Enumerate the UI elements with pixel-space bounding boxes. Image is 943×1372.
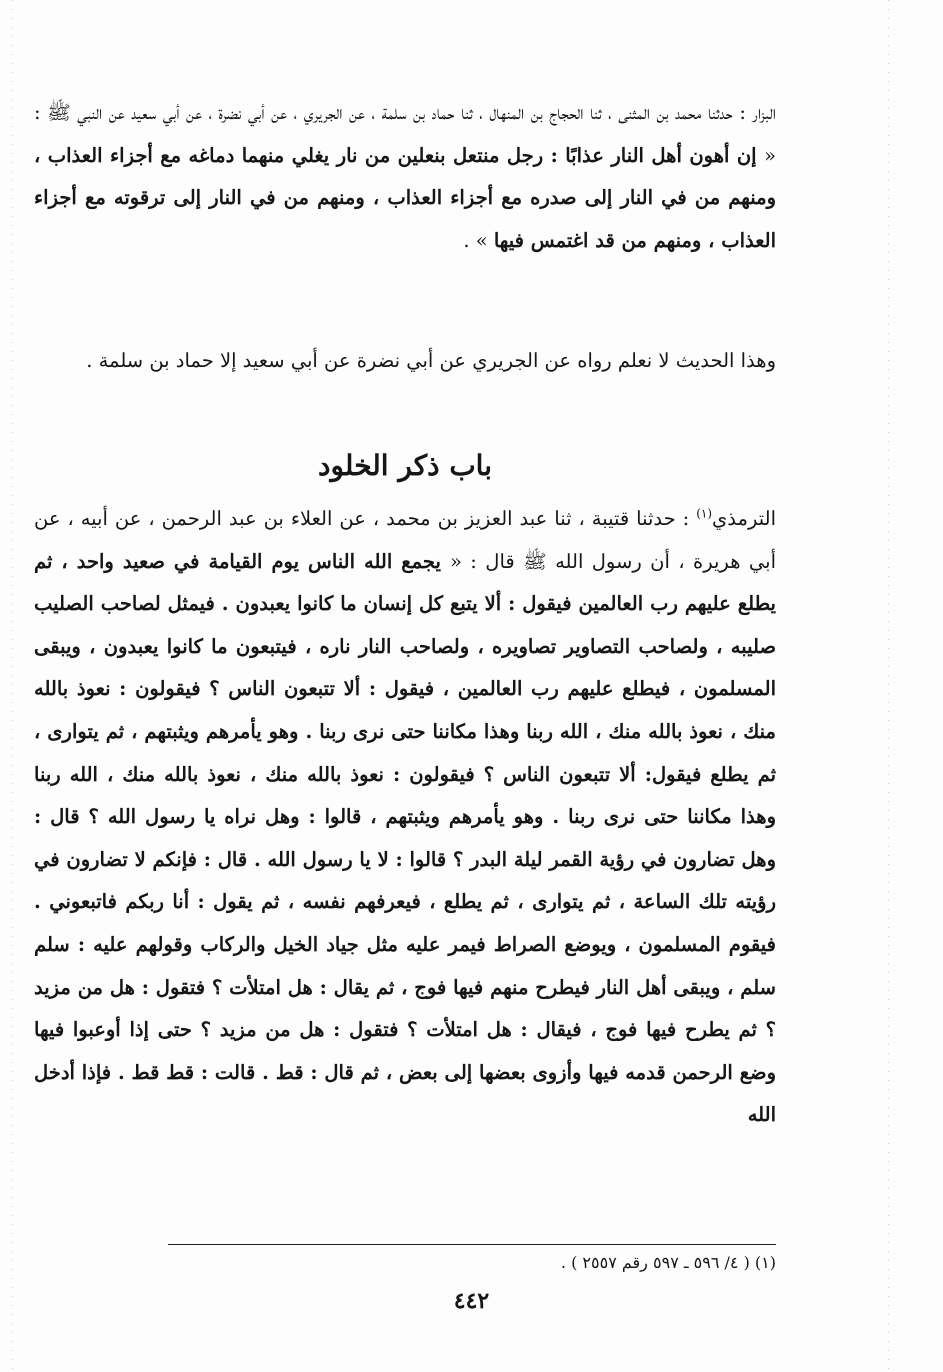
footnote: (١) ( ٤/ ٥٩٦ ـ ٥٩٧ رقم ٢٥٥٧ ) .	[560, 1253, 776, 1272]
page-body	[34, 92, 776, 1137]
page-number: ٤٤٢	[453, 1288, 490, 1314]
paragraph-bazzar-hadith	[34, 92, 776, 324]
chapter-heading: باب ذكر الخلود	[317, 449, 492, 482]
hadith-isnad: البزار : حدثنا محمد بن المثنى ، ثنا الحجاج بن المنهال ، ثنا حماد بن سلمة ، عن الجريري ، عن أبي نضرة ، عن أبي سعيد عن النبي ﷺ : «	[34, 101, 776, 167]
hadith-closing-quote: » .	[463, 228, 494, 252]
source-name: الترمذي	[712, 507, 776, 530]
hadith-isnad: : حدثنا قتيبة ، ثنا عبد العزيز بن محمد ، عن العلاء بن عبد الرحمن ، عن أبيه ، عن أبي هريرة ، أن رسول الله ﷺ قال : «	[34, 507, 776, 573]
paragraph-tirmidhi-hadith	[34, 498, 776, 1137]
footnote-reference: (١)	[696, 506, 713, 521]
hadith-matn: يجمع الله الناس يوم القيامة في صعيد واحد ، ثم يطلع عليهم رب العالمين فيقول : ألا يتبع كل إنسان ما كانوا يعبدون . فيمثل لصاحب الصليب صليبه ، ولصاحب التصاوير تصاويره ، ولصاحب النار ناره ، فيتبعون ما كانوا يعبدون ، ويبقى المسلمون ، فيطلع عليهم رب العالمين ، فيقول : ألا تتبعون الناس ؟ فيقولون : نعوذ بالله منك ، نعوذ بالله منك ، الله ربنا وهذا مكاننا حتى نرى ربنا . وهو يأمرهم ويثبتهم ، ثم يتوارى ، ثم يطلع فيقول: ألا تتبعون الناس ؟ فيقولون : نعوذ بالله منك ، نعوذ بالله منك ، الله ربنا وهذا مكاننا حتى نرى ربنا . وهو يأمرهم ويثبتهم ، قالوا : وهل نراه يا رسول الله ؟ قال : وهل تضارون في رؤية القمر ليلة البدر ؟ قالوا : لا يا رسول الله . قال : فإنكم لا تضارون في رؤيته تلك الساعة ، ثم يتوارى ، ثم يطلع ، فيعرفهم نفسه ، ثم يقول : أنا ربكم فاتبعوني . فيقوم المسلمون ، ويوضع الصراط فيمر عليه مثل جياد الخيل والركاب وقولهم عليه : سلم سلم ، ويبقى أهل النار فيطرح منهم فيها فوج ، ثم يقال : هل امتلأت ؟ فتقول : هل من مزيد ؟ ثم يطرح فيها فوج ، فيقال : هل امتلأت ؟ فتقول : هل من مزيد ؟ حتى إذا أوعبوا فيها وضع الرحمن قدمه فيها وأزوى بعضها إلى بعض ، ثم قال : قط . قالت : قط قط . فإذا أدخل الله	[34, 549, 776, 1127]
hadith-matn: إن أهون أهل النار عذابًا : رجل منتعل بنعلين من نار يغلي منهما دماغه مع أجزاء العذاب ، ومنهم من في النار إلى صدره مع أجزاء العذاب ، ومنهم من في النار إلى ترقوته مع أجزاء العذاب ، ومنهم من قد اغتمس فيها	[34, 143, 776, 252]
margin-dotted-line	[888, 0, 889, 1372]
paragraph-commentary: وهذا الحديث لا نعلم رواه عن الجريري عن أبي نضرة عن أبي سعيد إلا حماد بن سلمة .	[86, 349, 776, 372]
footnote-divider	[168, 1244, 776, 1245]
margin-dotted-line	[12, 0, 13, 1372]
